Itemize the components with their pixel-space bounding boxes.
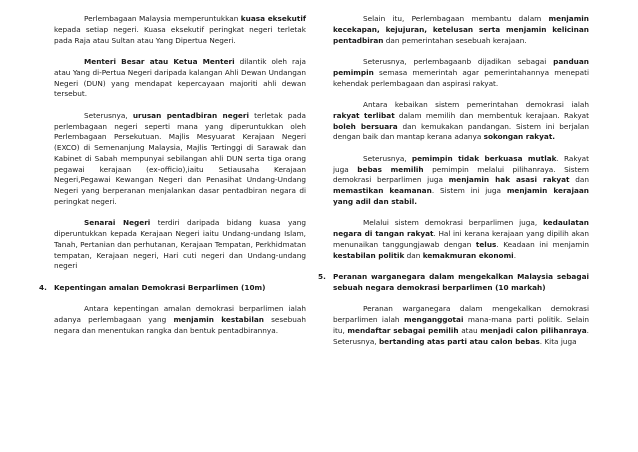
keyword: menjamin kestabilan [173, 315, 264, 324]
text: dan [404, 250, 423, 260]
text: . Kita juga [539, 336, 577, 346]
keyword: bebas memilih [357, 164, 424, 174]
text: . Hal ini kerana kerajaan yang dipilih akan menunaikan tanggungjawab dengan [333, 229, 589, 249]
keyword: rakyat terlibat [333, 110, 395, 120]
left-column [39, 14, 307, 347]
text: Seterusnya, [84, 110, 133, 120]
keyword: kuasa eksekutif [240, 14, 306, 23]
text: atau [458, 325, 481, 335]
paragraph-chief-minister [54, 57, 306, 100]
text: terletak pada perlembagaan negeri seperti mana yang diperuntukkan oleh Perlembagaan Persekutuan. Majlis Mesyuarat Kerajaan Negeri (EXCO) di Semenanjung Malaysia, Majlis Tertinggi di Sarawak dan Kabinet di Sabah mempunyai sebilangan ahli DUN serta tiga orang pegawai kerajaan (ex-officio),iaitu Setiausaha Kerajaan Negeri,Pegawai Kewangan Negeri dan Penasihat Undang-Undang Negeri yang berperanan menjalankan dasar pentadbiran negara di peringkat negeri. [54, 110, 306, 206]
text: Melalui sistem demokrasi berparlimen juga, [363, 218, 544, 228]
keyword: boleh bersuara [333, 121, 398, 131]
text: pemimpin melalui pilihanraya. Sistem demokrasi berparlimen juga [333, 164, 589, 185]
keyword: Senarai Negeri [84, 218, 151, 228]
keyword: menganggotai [403, 315, 464, 324]
text: semasa memerintah agar pemerintahannya menepati kehendak perlembagaan dan aspirasi rakyat. [333, 67, 589, 88]
keyword: pemimpin tidak berkuasa mutlak [411, 153, 557, 163]
section-number: 4. [39, 282, 47, 292]
keyword: menjamin hak asasi rakyat [448, 175, 570, 185]
text: Antara kepentingan amalan demokrasi berparlimen ialah adanya perlembagaan yang [54, 304, 306, 324]
section-title: Peranan warganegara dalam mengekalkan Malaysia sebagai sebuah negara demokrasi berparlimen (10 markah) [333, 272, 589, 292]
keyword: bertanding atas parti atau calon bebas [378, 336, 540, 346]
keyword: memastikan keamanan [333, 186, 432, 195]
text: . Keadaan ini menjamin [496, 239, 589, 249]
section-heading-4 [39, 282, 306, 294]
text: Seterusnya, perlembagaanb dijadikan sebagai [363, 57, 554, 66]
paragraph-state-administration [54, 111, 306, 208]
keyword: Menteri Besar atau Ketua Menteri [84, 57, 235, 66]
keyword: kemakmuran ekonomi [422, 250, 514, 260]
paragraph-democracy-benefits [333, 100, 589, 143]
paragraph-sovereignty [333, 218, 589, 261]
text: dalam memilih dan membentuk kerajaan. Rakyat [394, 110, 589, 120]
text: dilantik oleh raja atau Yang di-Pertua Negeri daripada kalangan Ahli Dewan Undangan Negeri (DUN) yang mendapat kepercayaan majoriti ahli dewan tersebut. [54, 57, 306, 99]
paragraph-efficiency [333, 14, 589, 46]
text: dan kemukakan pandangan. Sistem ini berjalan dengan baik dan mantap kerana adanya [333, 121, 589, 142]
paragraph-state-list [54, 218, 306, 272]
right-column [318, 14, 590, 358]
text: Perlembagaan Malaysia memperuntukkan [84, 14, 241, 23]
keyword: menjadi calon pilihanraya [480, 325, 587, 335]
keyword: menjamin kerajaan yang adil dan stabil. [333, 186, 590, 206]
keyword: urusan pentadbiran negeri [132, 110, 249, 120]
keyword: kedaulatan negara di tangan rakyat [333, 218, 589, 238]
text: mana-mana parti politik. Selain itu, [333, 315, 589, 335]
keyword: kestabilan politik [333, 250, 405, 260]
paragraph-leader-power [333, 154, 589, 208]
keyword: panduan pemimpin [333, 57, 589, 77]
text: . Rakyat juga [333, 153, 590, 174]
section-number: 5. [318, 272, 326, 281]
text: Peranan warganegara dalam mengekalkan demokrasi berparlimen ialah [333, 304, 589, 324]
text: dan pemerintahan sesebuah kerajaan. [383, 35, 527, 45]
section-title: Kepentingan amalan Demokrasi Berparlimen (10m) [54, 282, 266, 292]
paragraph-leader-guide [333, 57, 589, 89]
section-heading-5 [318, 272, 589, 294]
text: Seterusnya, [363, 153, 412, 163]
keyword: telus [475, 239, 497, 249]
text: . [513, 250, 517, 260]
text: kepada setiap negeri. Kuasa eksekutif peringkat negeri terletak pada Raja atau Sultan atau Yang Dipertua Negeri. [54, 24, 306, 45]
paragraph-importance [54, 304, 306, 336]
text: sesebuah negara dan menentukan rangka dan bentuk pentadbirannya. [54, 315, 307, 335]
keyword: sokongan rakyat. [483, 132, 556, 142]
paragraph-citizen-role [333, 304, 589, 347]
text: Antara kebaikan sistem pemerintahan demokrasi ialah [363, 100, 589, 109]
text: . Sistem ini juga [431, 186, 507, 195]
paragraph-executive-power [54, 14, 306, 46]
keyword: mendaftar sebagai pemilih [347, 325, 459, 335]
text: terdiri daripada bidang kuasa yang diperuntukkan kepada Kerajaan Negeri iaitu Undang-undang Islam, Tanah, Pertanian dan perhutanan, Kerajaan Tempatan, Perkhidmatan tempatan, Kerajaan negeri, Hari cuti negeri dan Undang-undang negeri [54, 218, 307, 271]
keyword: menjamin kecekapan, kejujuran, ketelusan serta menjamin kelicinan pentadbiran [333, 14, 589, 45]
text: Selain itu, Perlembagaan membantu dalam [363, 14, 549, 23]
text: dan [569, 175, 589, 185]
text: . Seterusnya, [333, 325, 589, 346]
